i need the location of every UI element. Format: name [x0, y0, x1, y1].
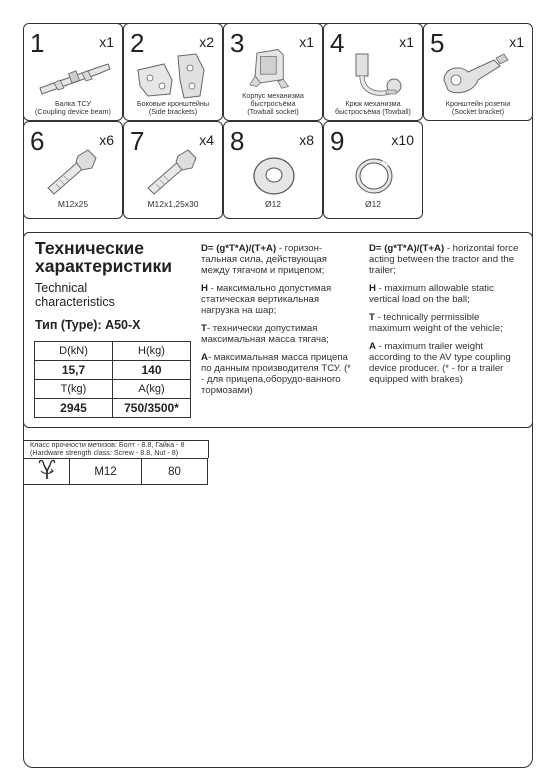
tech-title: Технические характеристики	[35, 238, 172, 276]
bolt-icon	[34, 148, 114, 198]
table-header-cell: D(kN)	[35, 342, 113, 361]
part-number: 7	[130, 126, 145, 156]
part-caption: Кронштейн розетки (Socket bracket)	[445, 99, 511, 116]
part-quantity: x4	[199, 132, 214, 148]
part-caption: Боковые кронштейны (Side brackets)	[136, 99, 210, 116]
part-cell-5	[423, 23, 533, 121]
table-value-cell: 140	[113, 361, 191, 380]
table-value-cell: 750/3500*	[113, 399, 191, 418]
part-caption: M12x1,25x30	[147, 199, 199, 209]
part-caption: Балка ТСУ (Coupling device beam)	[35, 99, 111, 116]
table-header-cell: T(kg)	[35, 380, 113, 399]
description-ru	[201, 243, 351, 403]
table-row	[35, 399, 191, 418]
part-number: 1	[30, 28, 45, 58]
part-number: 9	[330, 126, 345, 156]
definition-h-ru: H - максимально допустимая статическая вертикальная нагрузка на шар;	[201, 283, 332, 316]
table-header-cell: A(kg)	[113, 380, 191, 399]
torque-value: 80	[142, 459, 208, 485]
side-brackets-icon	[134, 50, 214, 100]
part-quantity: x1	[99, 34, 114, 50]
part-number: 4	[330, 28, 345, 58]
part-quantity: x6	[99, 132, 114, 148]
description-en	[369, 243, 519, 392]
part-quantity: x1	[399, 34, 414, 50]
hardware-strength-block	[23, 440, 209, 485]
part-caption: Корпус механизма быстросъёма (Towball socket)	[242, 91, 304, 116]
spring-washer-icon	[334, 148, 414, 198]
part-cell-8	[223, 121, 323, 219]
towball-socket-icon	[234, 46, 304, 90]
part-number: 5	[430, 28, 445, 58]
tech-characteristics-panel	[23, 232, 533, 428]
part-caption: M12x25	[57, 199, 89, 209]
part-number: 2	[130, 28, 145, 58]
part-quantity: x1	[509, 34, 524, 50]
part-quantity: x1	[299, 34, 314, 50]
bolt-size: M12	[70, 459, 142, 485]
definition-t-ru: T- технически допустимая максимальная масса тягача;	[201, 323, 329, 345]
part-quantity: x2	[199, 34, 214, 50]
part-cell-7	[123, 121, 223, 219]
table-header-cell: H(kg)	[113, 342, 191, 361]
part-cell-2	[123, 23, 223, 121]
flat-washer-icon	[234, 148, 314, 198]
table-row	[35, 361, 191, 380]
socket-bracket-icon	[434, 50, 514, 100]
table-value-cell: 2945	[35, 399, 113, 418]
part-quantity: x10	[391, 132, 414, 148]
part-caption: Ø12	[264, 199, 282, 209]
tech-subtitle: Technical characteristics	[35, 281, 115, 309]
part-quantity: x8	[299, 132, 314, 148]
strength-note: Класс прочности метизов: Болт - 8.8, Гайка - 8 (Hardware strength class: Screw - 8.8, Nut - 8)	[23, 440, 209, 458]
towball-icon	[334, 50, 414, 100]
coupling-beam-icon	[34, 50, 114, 100]
definition-d-en: D= (g*T*A)/(T+A) - horizontal force acting between the tractor and the trailer;	[369, 243, 519, 276]
part-cell-9	[323, 121, 423, 219]
definition-a-en: A - maximum trailer weight according to the AV type coupling device producer. (* - for a trailer equipped with brakes)	[369, 341, 511, 385]
part-cell-1	[23, 23, 123, 121]
parts-grid	[23, 23, 533, 219]
table-row	[24, 459, 208, 485]
definition-h-en: H - maximum allowable static vertical load on the ball;	[369, 283, 494, 305]
torque-wrench-icon	[24, 459, 70, 485]
part-caption: Ø12	[364, 199, 382, 209]
torque-table	[23, 458, 208, 485]
part-number: 8	[230, 126, 245, 156]
part-number: 3	[230, 28, 245, 58]
bolt-icon	[134, 148, 214, 198]
table-value-cell: 15,7	[35, 361, 113, 380]
part-cell-3	[223, 23, 323, 121]
definition-d-ru: D= (g*T*A)/(T+A) - горизон-тальная сила, действующая между тягачом и прицепом;	[201, 243, 327, 276]
definition-t-en: T - technically permissible maximum weight of the vehicle;	[369, 312, 503, 334]
coupling-type: Тип (Type): A50-X	[35, 318, 141, 332]
table-row	[35, 380, 191, 399]
spec-table	[34, 341, 191, 418]
part-cell-6	[23, 121, 123, 219]
part-cell-4	[323, 23, 423, 121]
part-caption: Крюк механизма быстросъёма (Towball)	[335, 99, 411, 116]
definition-a-ru: A- максимальная масса прицепа по данным производителя ТСУ. (* - для прицепа,оборудо-ванного тормозами)	[201, 352, 351, 396]
table-row	[35, 342, 191, 361]
part-number: 6	[30, 126, 45, 156]
